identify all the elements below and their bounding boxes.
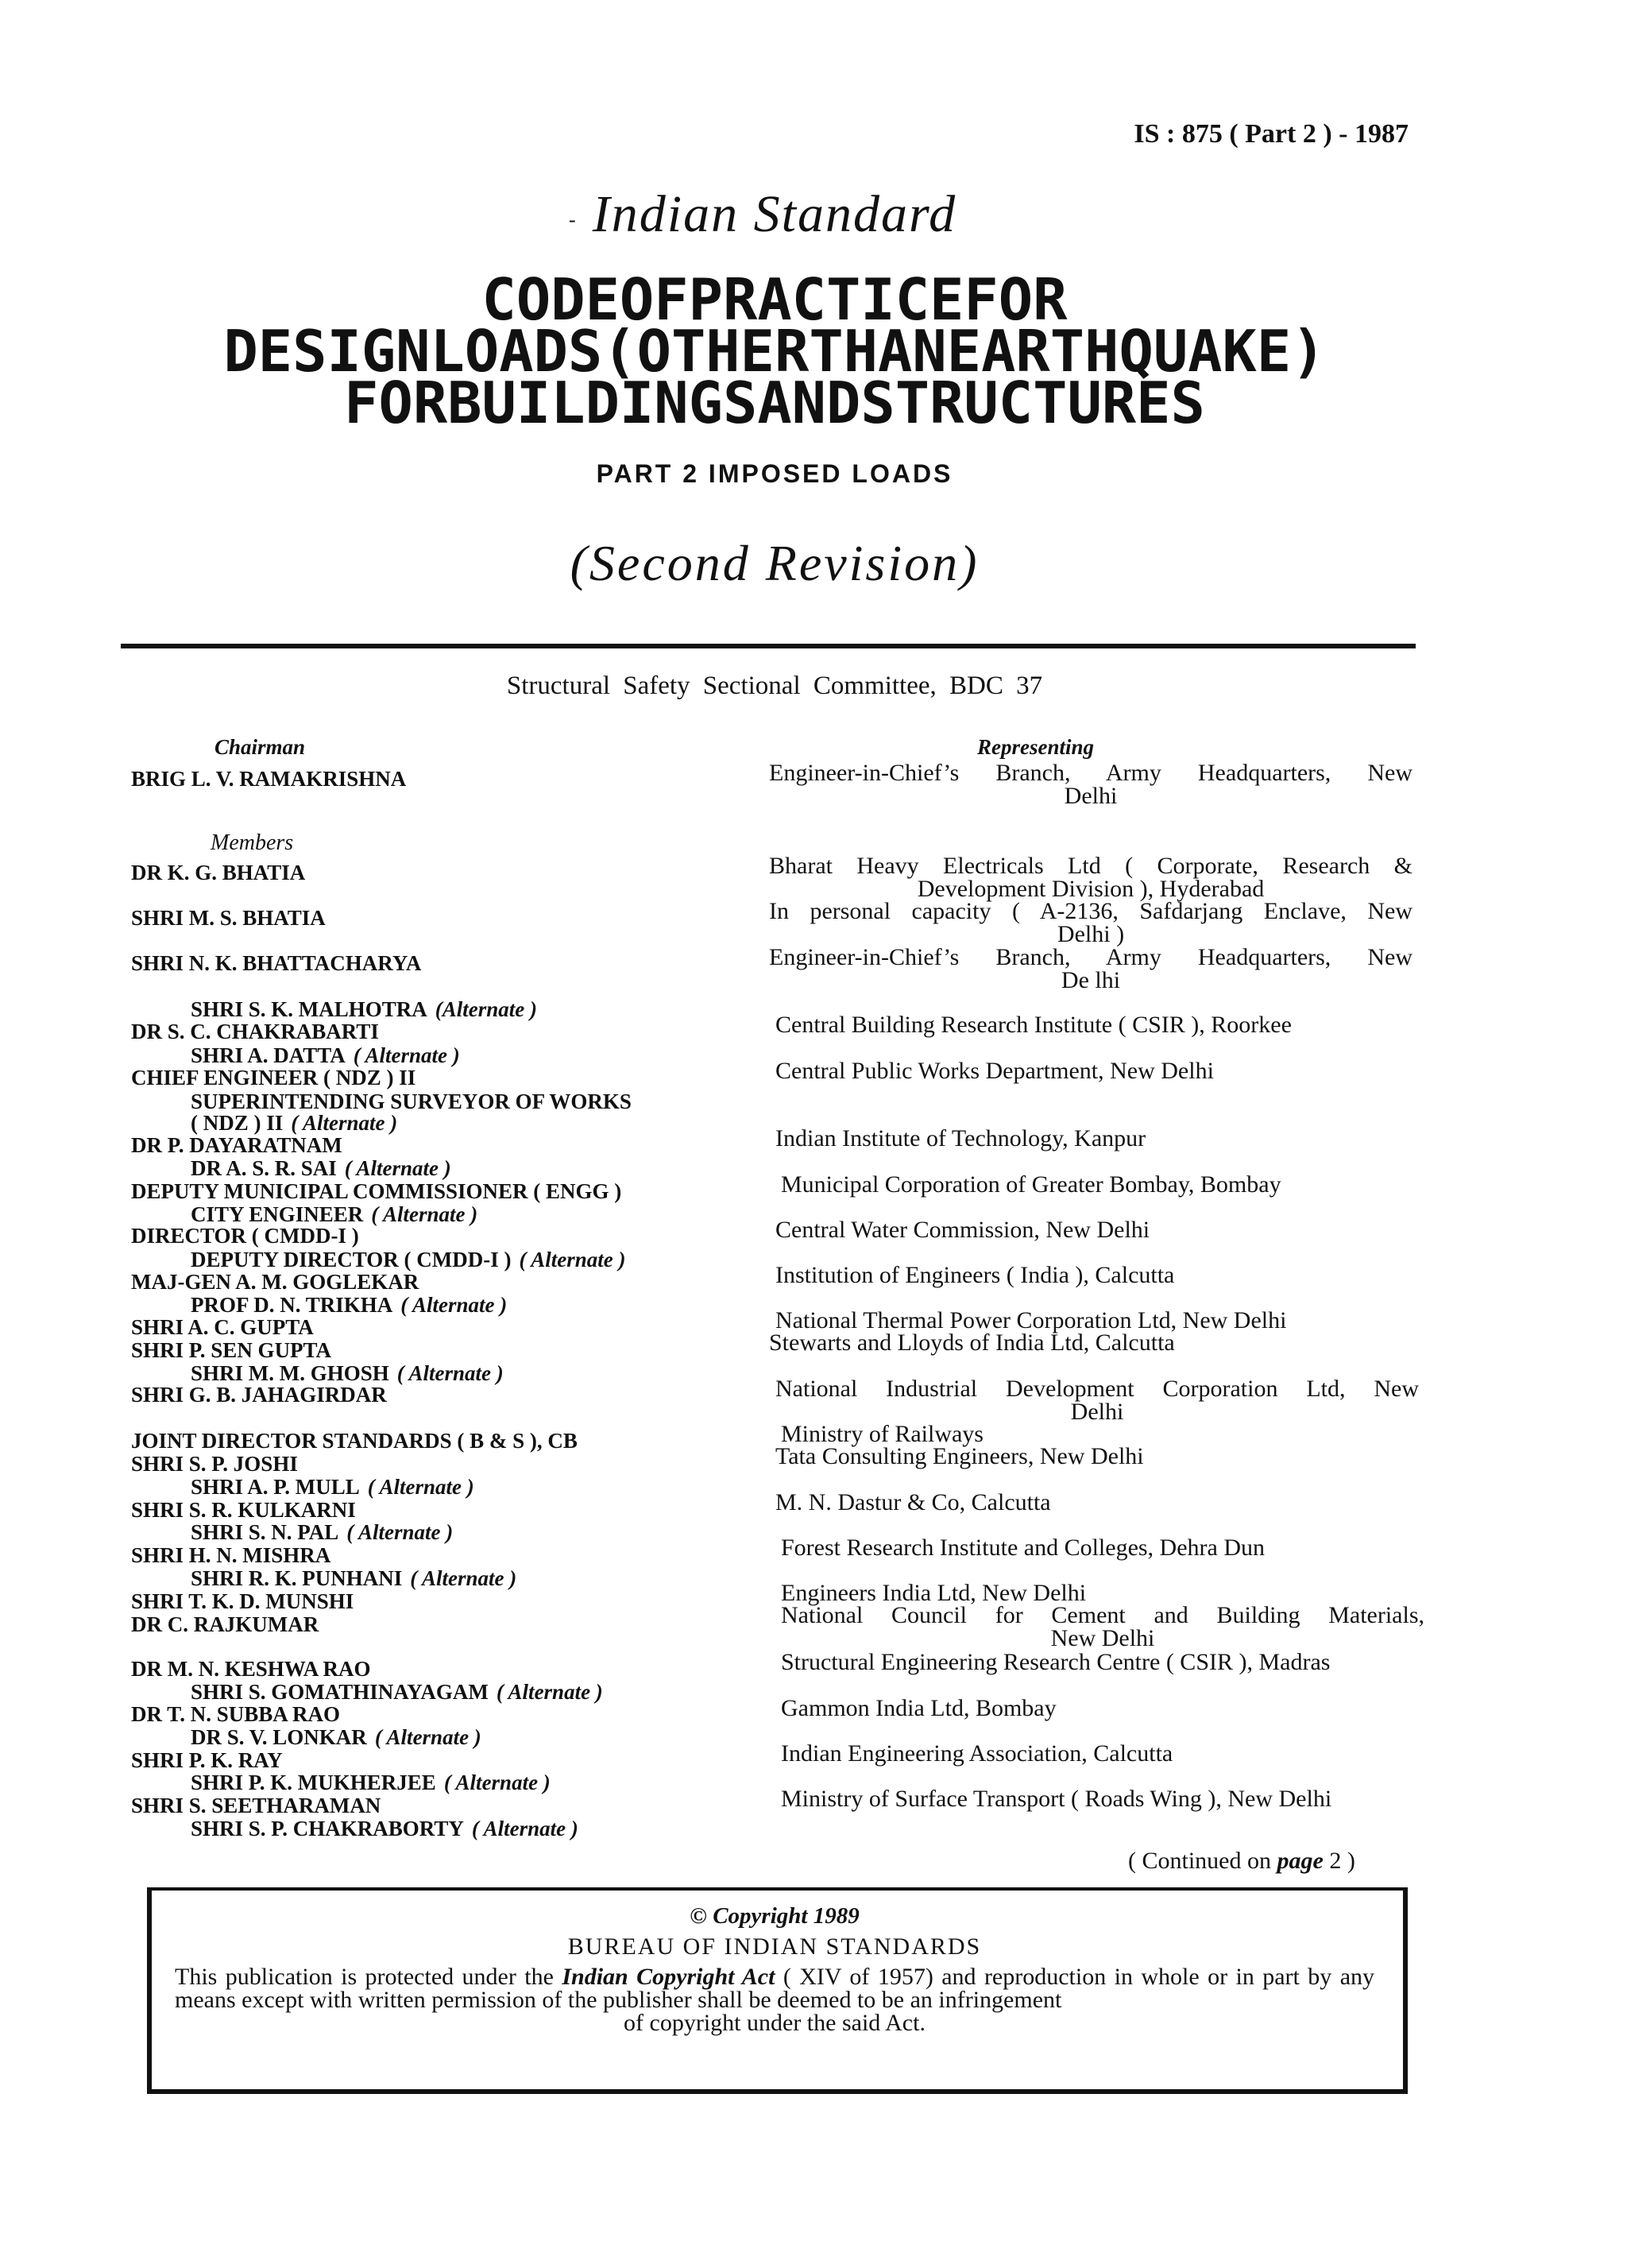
member-name: SHRI N. K. BHATTACHARYA	[131, 951, 422, 975]
member-name: DR C. RAJKUMAR	[131, 1612, 319, 1636]
title-line-1: CODEOFPRACTICEFOR	[481, 266, 1068, 333]
revision-heading: (Second Revision)	[570, 535, 980, 591]
member-name: SUPERINTENDING SURVEYOR OF WORKS	[191, 1089, 632, 1113]
member-name: SHRI S. SEETHARAMAN	[131, 1794, 381, 1817]
representing-org: National Industrial Development Corporation Ltd, New Delhi	[775, 1376, 1419, 1425]
member-name: DIRECTOR ( CMDD-I )	[131, 1224, 359, 1248]
representing-org: Engineer-in-Chief’s Branch, Army Headquarters, New De lhi	[769, 944, 1413, 993]
part-heading: PART 2 IMPOSED LOADS	[596, 459, 953, 488]
member-name: DR T. N. SUBBA RAO	[131, 1702, 341, 1726]
member-name: DEPUTY DIRECTOR ( CMDD-I ) ( Alternate )	[191, 1248, 626, 1271]
representing-org: National Council for Cement and Building Materials, New Delhi	[781, 1602, 1424, 1651]
member-name: SHRI S. GOMATHINAYAGAM ( Alternate )	[191, 1680, 603, 1704]
title-line-3: FORBUILDINGSANDSTRUCTURES	[344, 370, 1205, 436]
member-name: PROF D. N. TRIKHA ( Alternate )	[191, 1293, 508, 1317]
representing-heading: Representing	[977, 735, 1095, 759]
member-name: SHRI P. SEN GUPTA	[131, 1338, 332, 1362]
representing-org: Gammon India Ltd, Bombay	[781, 1695, 1057, 1721]
member-name: SHRI S. N. PAL ( Alternate )	[191, 1520, 454, 1544]
member-name: SHRI M. M. GHOSH ( Alternate )	[191, 1361, 504, 1385]
member-name: SHRI S. K. MALHOTRA (Alternate )	[191, 997, 538, 1021]
member-name: DR A. S. R. SAI ( Alternate )	[191, 1156, 451, 1180]
representing-org: Tata Consulting Engineers, New Delhi	[775, 1443, 1144, 1469]
copyright-line: © Copyright 1989	[690, 1903, 860, 1929]
committee-name: Structural Safety Sectional Committee, BDC 37	[506, 671, 1043, 700]
representing-org: Stewarts and Lloyds of India Ltd, Calcutta	[769, 1329, 1175, 1356]
member-name: SHRI P. K. RAY	[131, 1748, 283, 1772]
member-name: SHRI H. N. MISHRA	[131, 1543, 331, 1567]
representing-org: Central Water Commission, New Delhi	[775, 1217, 1150, 1243]
representing-org: Institution of Engineers ( India ), Calcutta	[775, 1262, 1175, 1288]
member-name: MAJ-GEN A. M. GOGLEKAR	[131, 1270, 419, 1294]
representing-org: Bharat Heavy Electricals Ltd ( Corporate, Research & Development Division ), Hyderabad	[769, 853, 1413, 902]
members-heading: Members	[211, 830, 294, 855]
member-name: DEPUTY MUNICIPAL COMMISSIONER ( ENGG )	[131, 1179, 622, 1203]
representing-org: Forest Research Institute and Colleges, Dehra Dun	[781, 1535, 1266, 1561]
member-name: JOINT DIRECTOR STANDARDS ( B & S ), CB	[131, 1429, 578, 1453]
indian-standard-heading: Indian Standard	[592, 185, 957, 243]
representing-org: M. N. Dastur & Co, Calcutta	[775, 1489, 1051, 1515]
member-name: DR K. G. BHATIA	[131, 861, 306, 884]
member-name: SHRI S. R. KULKARNI	[131, 1498, 356, 1522]
member-name: CITY ENGINEER ( Alternate )	[191, 1202, 478, 1226]
chairman-heading: Chairman	[214, 735, 306, 759]
member-name: DR M. N. KESHWA RAO	[131, 1657, 371, 1681]
member-name: DR S. V. LONKAR ( Alternate )	[191, 1725, 481, 1749]
representing-org: Municipal Corporation of Greater Bombay, Bombay	[781, 1171, 1281, 1198]
copyright-notice: This publication is protected under the Indian Copyright Act ( XIV of 1957) and reproduction in whole or in part by any means except with written permission of the publisher shall be deemed to be an infringement of copyright under the said Act.	[175, 1964, 1375, 2036]
member-name: SHRI S. P. CHAKRABORTY ( Alternate )	[191, 1817, 578, 1840]
member-name: DR P. DAYARATNAM	[131, 1133, 342, 1157]
member-name: SHRI T. K. D. MUNSHI	[131, 1589, 354, 1613]
member-name: SHRI P. K. MUKHERJEE ( Alternate )	[191, 1771, 551, 1794]
member-name: SHRI M. S. BHATIA	[131, 906, 326, 930]
representing-org: Indian Engineering Association, Calcutta	[781, 1740, 1173, 1767]
representing-org: National Thermal Power Corporation Ltd, New Delhi	[775, 1307, 1287, 1333]
representing-org: Central Building Research Institute ( CSIR ), Roorkee	[775, 1012, 1292, 1038]
representing-org: Structural Engineering Research Centre ( CSIR ), Madras	[781, 1649, 1331, 1675]
member-name: SHRI S. P. JOSHI	[131, 1452, 298, 1476]
representing-org: Engineers India Ltd, New Delhi	[781, 1580, 1087, 1606]
member-name: SHRI A. DATTA ( Alternate )	[191, 1043, 460, 1067]
bureau-name: BUREAU OF INDIAN STANDARDS	[567, 1933, 982, 1960]
member-name: SHRI A. P. MULL ( Alternate )	[191, 1475, 474, 1499]
standard-number: IS : 875 ( Part 2 ) - 1987	[1134, 119, 1409, 149]
representing-org: Ministry of Surface Transport ( Roads Wing ), New Delhi	[781, 1786, 1332, 1812]
title-dash: -	[569, 208, 576, 231]
horizontal-rule	[121, 644, 1416, 648]
member-name: SHRI A. C. GUPTA	[131, 1315, 314, 1339]
continued-note: ( Continued on page 2 )	[1128, 1848, 1355, 1874]
member-name: SHRI R. K. PUNHANI ( Alternate )	[191, 1566, 517, 1590]
representing-org: Indian Institute of Technology, Kanpur	[775, 1125, 1146, 1151]
member-name: BRIG L. V. RAMAKRISHNA	[131, 767, 407, 791]
representing-org: In personal capacity ( A-2136, Safdarjang Enclave, New Delhi )	[769, 898, 1413, 947]
member-name: ( NDZ ) II ( Alternate )	[191, 1111, 398, 1135]
representing-org: Engineer-in-Chief’s Branch, Army Headquarters, New Delhi	[769, 760, 1413, 809]
representing-org: Ministry of Railways	[781, 1421, 984, 1447]
member-name: DR S. C. CHAKRABARTI	[131, 1020, 379, 1043]
title-line-2: DESIGNLOADS(OTHERTHANEARTHQUAKE)	[223, 318, 1326, 385]
representing-org: Central Public Works Department, New Delhi	[775, 1058, 1214, 1084]
member-name: SHRI G. B. JAHAGIRDAR	[131, 1383, 387, 1407]
member-name: CHIEF ENGINEER ( NDZ ) II	[131, 1066, 416, 1089]
